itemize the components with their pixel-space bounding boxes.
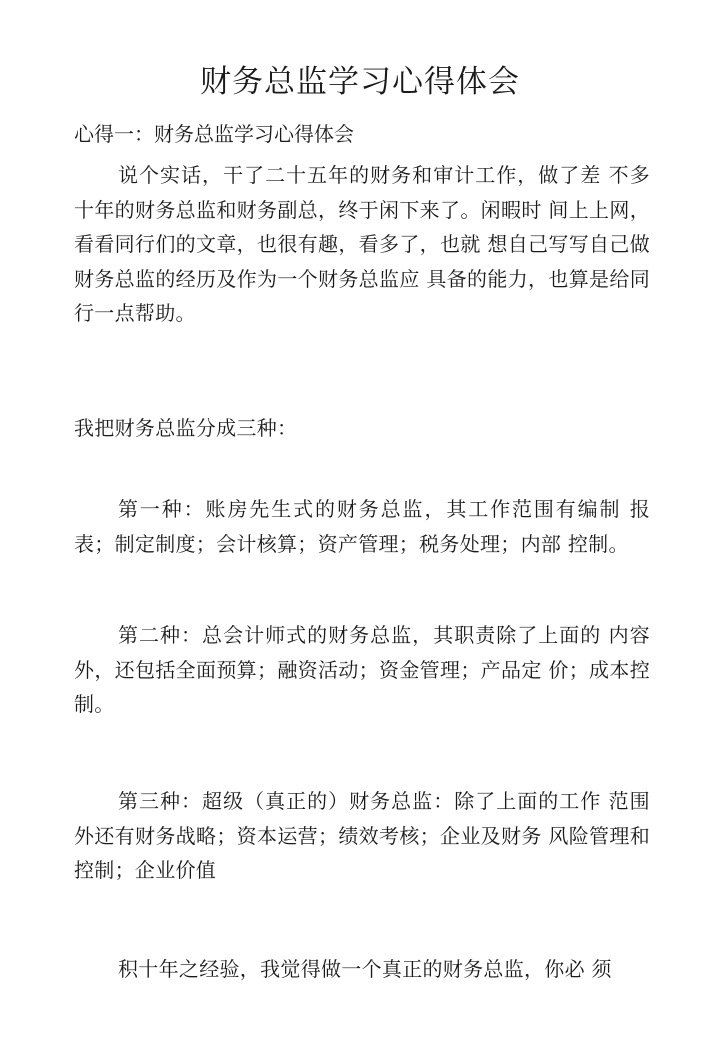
document-subtitle: 心得一：财务总监学习心得体会 — [74, 122, 354, 146]
paragraph-type-two: 第二种：总会计师式的财务总监，其职责除了上面的 内容外，还包括全面预算；融资活动；资金管理；产品定 价；成本控制。 — [74, 623, 650, 716]
paragraph-experience: 积十年之经验，我觉得做一个真正的财务总监，你必 须 — [118, 957, 612, 981]
paragraph-three-types: 我把财务总监分成三种： — [74, 416, 298, 440]
paragraph-intro: 说个实话，干了二十五年的财务和审计工作，做了差 不多十年的财务总监和财务副总，终于闲下来了。闲暇时 间上上网，看看同行们的文章，也很有趣，看多了，也就 想自己写写自己做财务总监的经历及作为一个财务总监应 具备的能力，也算是给同行一点帮助。 — [74, 163, 650, 325]
document-title: 财务总监学习心得体会 — [200, 64, 520, 100]
paragraph-type-one: 第一种：账房先生式的财务总监，其工作范围有编制 报表；制定制度；会计核算；资产管理；税务处理；内部 控制。 — [74, 497, 650, 556]
paragraph-type-three: 第三种：超级（真正的）财务总监：除了上面的工作 范围外还有财务战略；资本运营；绩效考核；企业及财务 风险管理和控制；企业价值 — [74, 789, 650, 882]
